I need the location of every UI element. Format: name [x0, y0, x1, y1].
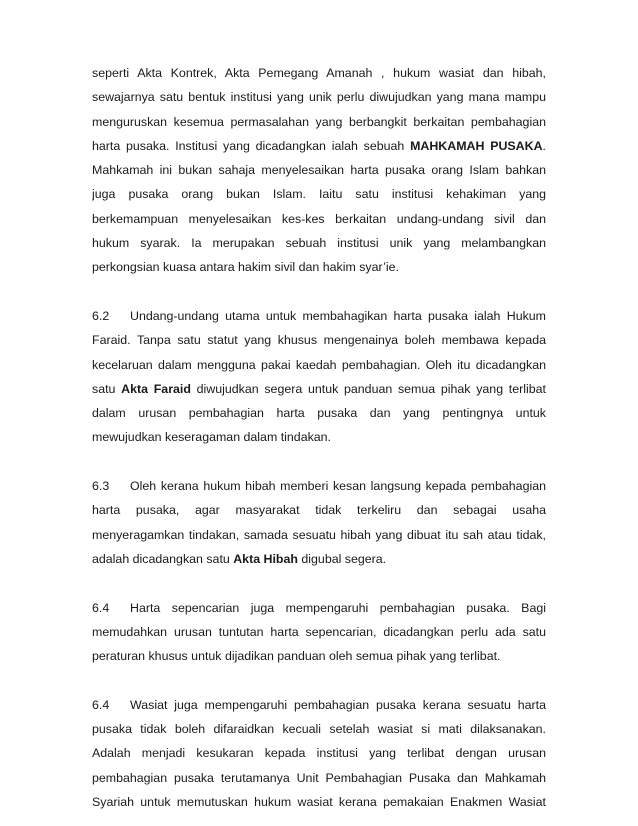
text-run: Faraid. Tanpa satu statut yang khusus mengenainya boleh membawa kepada — [92, 333, 546, 348]
text-run: Undang-undang utama untuk membahagikan harta pusaka ialah Hukum — [130, 308, 546, 323]
text-run: Syariah untuk memutuskan hukum wasiat kerana pemakaian Enakmen Wasiat — [92, 794, 546, 809]
paragraph-gap — [92, 283, 546, 307]
text-line — [92, 161, 546, 185]
text-line — [92, 380, 546, 404]
text-line — [92, 550, 546, 574]
text-run: menyeragamkan tindakan, samada sesuatu hibah yang dibuat itu sah atau tidak, — [92, 527, 546, 542]
text-line — [92, 477, 546, 501]
text-line — [92, 720, 546, 744]
text-run: peraturan khusus untuk dijadikan panduan oleh semua pihak yang terlibat. — [92, 649, 501, 664]
section-number: 6.4 — [92, 600, 110, 615]
text-line — [92, 501, 546, 525]
text-line — [92, 404, 546, 428]
text-line — [92, 64, 546, 88]
text-run: Mahkamah ini bukan sahaja menyelesaikan harta pusaka orang Islam bahkan — [92, 163, 546, 178]
paragraph-cont — [92, 64, 546, 283]
text-line — [92, 307, 546, 331]
text-line — [92, 210, 546, 234]
text-line — [92, 744, 546, 768]
text-line — [92, 88, 546, 112]
text-line — [92, 331, 546, 355]
text-run: sewajarnya satu bentuk institusi yang unik perlu diwujudkan yang mana mampu — [92, 90, 546, 105]
paragraph-p6-4b — [92, 696, 546, 817]
text-line — [92, 599, 546, 623]
text-line — [92, 234, 546, 258]
paragraph-gap — [92, 453, 546, 477]
text-run: menguruskan kesemua permasalahan yang berbangkit berkaitan pembahagian — [92, 114, 546, 129]
text-run: digubal segera. — [297, 551, 387, 566]
text-line — [92, 793, 546, 817]
text-run: dalam urusan pembahagian harta pusaka dan yang pentingnya untuk — [92, 406, 546, 421]
text-run: memudahkan urusan tuntutan harta sepencarian, dicadangkan perlu ada satu — [92, 624, 546, 639]
paragraph-p6-4a — [92, 599, 546, 672]
bold-term: MAHKAMAH PUSAKA — [410, 138, 543, 153]
text-line — [92, 526, 546, 550]
bold-term: Akta Hibah — [233, 551, 298, 566]
text-run: Wasiat juga mempengaruhi pembahagian pusaka kerana sesuatu harta — [130, 697, 546, 712]
section-number: 6.3 — [92, 479, 110, 494]
text-line — [92, 769, 546, 793]
paragraph-gap — [92, 574, 546, 598]
text-run: harta pusaka. Institusi yang dicadangkan ialah sebuah — [92, 138, 411, 153]
text-run: juga pusaka orang bukan Islam. Iaitu satu institusi kehakiman yang — [92, 187, 546, 202]
text-line — [92, 647, 546, 671]
text-run: kecelaruan dalam mengguna pakai kaedah pembahagian. Oleh itu dicadangkan — [92, 357, 546, 372]
paragraph-p6-2 — [92, 307, 546, 453]
text-run: perkongsian kuasa antara hakim sivil dan hakim syar’ie. — [92, 260, 399, 275]
text-run: adalah dicadangkan satu — [92, 551, 234, 566]
text-run: mewujudkan keseragaman dalam tindakan. — [92, 430, 332, 445]
text-run: seperti Akta Kontrek, Akta Pemegang Amanah , hukum wasiat dan hibah, — [92, 66, 546, 80]
document-page — [92, 64, 546, 817]
section-number: 6.2 — [92, 308, 110, 323]
text-run: . — [542, 138, 546, 153]
section-number: 6.4 — [92, 697, 110, 712]
text-run: berkemampuan menyelesaikan kes-kes berkaitan undang-undang sivil dan — [92, 211, 546, 226]
text-run: hukum syarak. Ia merupakan sebuah institusi unik yang melambangkan — [92, 236, 546, 251]
text-line — [92, 137, 546, 161]
text-line — [92, 356, 546, 380]
text-run: Harta sepencarian juga mempengaruhi pembahagian pusaka. Bagi — [130, 600, 546, 615]
text-line — [92, 185, 546, 209]
text-run: Oleh kerana hukum hibah memberi kesan langsung kepada pembahagian — [130, 479, 546, 494]
text-line — [92, 258, 546, 282]
text-line — [92, 696, 546, 720]
paragraph-gap — [92, 671, 546, 695]
text-line — [92, 113, 546, 137]
text-line — [92, 623, 546, 647]
text-run: diwujudkan segera untuk panduan semua pihak yang terlibat — [190, 381, 546, 396]
text-run: pembahagian pusaka terutamanya Unit Pembahagian Pusaka dan Mahkamah — [92, 770, 546, 785]
bold-term: Akta Faraid — [121, 381, 191, 396]
text-run: Adalah menjadi kesukaran kepada institusi yang terlibat dengan urusan — [92, 746, 546, 761]
text-run: satu — [92, 381, 122, 396]
text-run: pusaka tidak boleh difaraidkan kecuali setelah wasiat si mati dilaksanakan. — [92, 722, 546, 737]
text-run: harta pusaka, agar masyarakat tidak terkeliru dan sebagai usaha — [92, 503, 546, 518]
paragraph-p6-3 — [92, 477, 546, 574]
text-line — [92, 428, 546, 452]
